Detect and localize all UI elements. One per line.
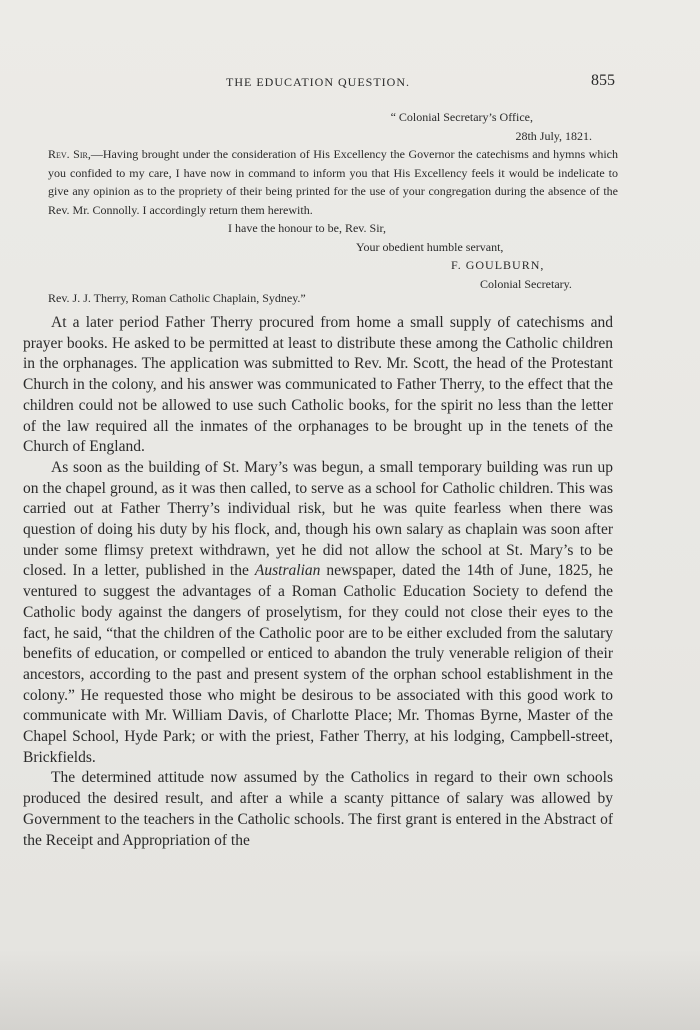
page-edge-shadow <box>0 950 700 1030</box>
letter-signature-title: Colonial Secretary. <box>480 276 572 291</box>
letter-body-text: —Having brought under the consideration of His Excellency the Governor the catechisms and hymns which you confided to my care, I have now in command to inform you that His Excellency feels it would be indelicate to give any opinion as to the propriety of their being printed for the use of your congregation during the absence of the Rev. Mr. Connolly. I accordingly return them herewith. <box>48 147 618 217</box>
letter-signature: F. GOULBURN, <box>451 258 545 272</box>
letter-body <box>48 145 618 219</box>
newspaper-title: Australian <box>254 562 321 580</box>
page-number: 855 <box>591 72 615 89</box>
letter-salutation: Rev. Sir, <box>48 147 91 161</box>
letter-date: 28th July, 1821. <box>515 128 592 143</box>
letter-closing-1: I have the honour to be, Rev. Sir, <box>228 221 387 235</box>
quoted-letter <box>48 108 618 308</box>
letter-addressee: Rev. J. J. Therry, Roman Catholic Chaplain, Sydney.” <box>48 291 306 305</box>
paragraph-2-part-a: As soon as the building of St. Mary’s was begun, a small temporary building was run up on the chapel ground, as it was then called, to serve as a school for Catholic children. This was carried out at Father Therry’s individual risk, but he was quite fearless when there was question of doing his duty by his flock, and, though his own salary as chaplain was soon after under some flimsy pretext withdrawn, yet he did not allow the school at St. Mary’s to be closed. In a letter, published in the <box>23 458 613 580</box>
running-head <box>0 72 700 95</box>
paragraph-2 <box>23 458 613 769</box>
paragraph-1: At a later period Father Therry procured from home a small supply of catechisms and prayer books. He asked to be permitted at least to distribute these among the Catholic children in the orphanages. The application was submitted to Rev. Mr. Scott, the head of the Protestant Church in the colony, and his answer was communicated to Father Therry, to the effect that the children could not be allowed to use such Catholic books, for the spirit no less than the letter of the law required all the inmates of the orphanages to be brought up in the tenets of the Church of England. <box>23 314 613 456</box>
main-text <box>23 313 613 851</box>
running-title: THE EDUCATION QUESTION. <box>226 75 410 89</box>
paragraph-3: The determined attitude now assumed by the Catholics in regard to their own schools produced the desired result, and after a while a scanty pittance of salary was allowed by Government to the teachers in the Catholic schools. The first grant is entered in the Abstract of the Receipt and Appropriation of the <box>23 769 613 849</box>
letter-closing-2: Your obedient humble servant, <box>356 239 504 254</box>
letter-office: “ Colonial Secretary’s Office, <box>390 110 533 124</box>
paragraph-2-part-b: newspaper, dated the 14th of June, 1825, he ventured to suggest the advantages of a Roman Catholic Education Society to defend the Catholic body against the dangers of proselytism, for they could not close their eyes to the fact, he said, “that the children of the Catholic poor are to be either excluded from the salutary benefits of education, or compelled or enticed to abandon the truly venerable religion of their ancestors, according to the past and present system of the orphan school establishment in the colony.” He requested those who might be desirous to be associated with this good work to communicate with Mr. William Davis, of Charlotte Place; Mr. Thomas Byrne, Master of the Chapel School, Hyde Park; or with the priest, Father Therry, at his lodging, Campbell-street, Brickfields. <box>23 562 613 766</box>
